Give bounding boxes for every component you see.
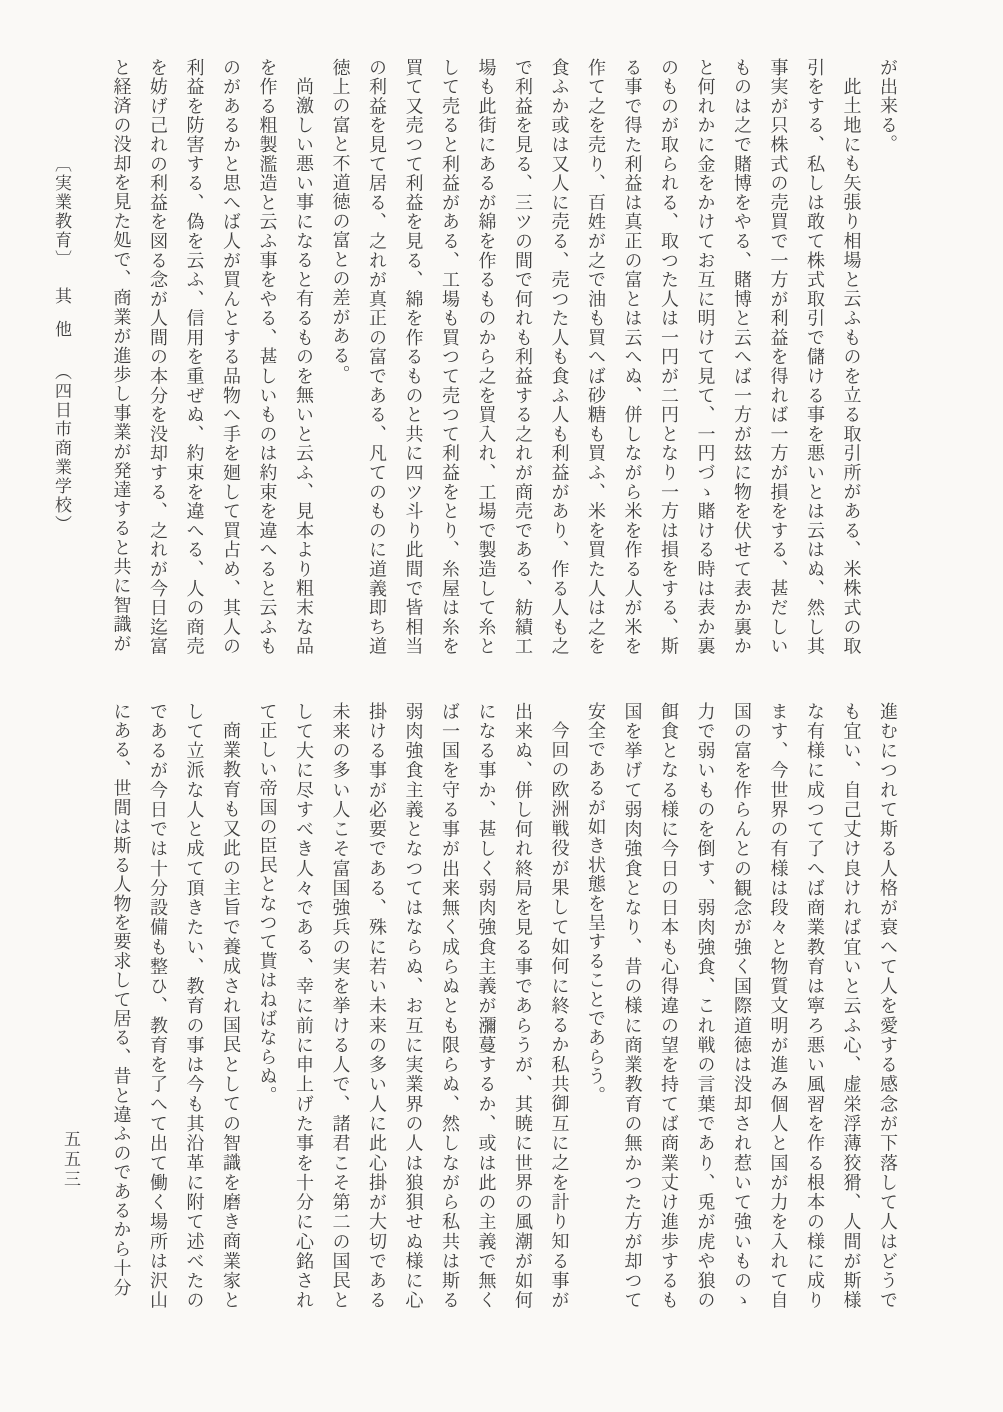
paragraph: 商業教育も又此の主旨で養成され国民としての智識を磨き商業家として立派な人と成て頂きたい、教育の事は今も其沿革に附て述べたのであるが今日では十分設備も整ひ、教育を了へて出て働く場所は沢山にある、世間は斯る人物を要求して居る、昔と違ふのであるから十分 (110, 702, 241, 1310)
top-text-block (102, 58, 905, 656)
paragraph: 此土地にも矢張り相場と云ふものを立る取引所がある、米株式の取引をする、私しは敢て株式取引で儲ける事を悪いとは云はぬ、然し其事実が只株式の売買で一方が利益を得れば一方が損をする、甚だしいものは之で賭博をやる、賭博と云へば一方が玆に物を伏せて表か裏かと何れかに金をかけてお互に明けて見て、一円づゝ賭ける時は表か裏のものが取られる、取つた人は一円が二円となり一方は損をする、斯る事で得た利益は真正の富とは云へぬ、併しながら米を作る人が米を作て之を売り、百姓が之で油も買へば砂糖も買ふ、米を買た人は之を食ふか或は又人に売る、売つた人も食ふ人も利益があり、作る人も之で利益を見る、三ツの間で何れも利益する之れが商売である、紡績工場も此街にあるが綿を作るものから之を買入れ、工場で製造して糸として売ると利益がある、工場も買つて売つて利益をとり、糸屋は糸を買て又売つて利益を見る、綿を作るものと共に四ツ斗り此間で皆相当の利益を見て居る、之れが真正の富である、凡てのものに道義即ち道徳上の富と不道徳の富との差がある。 (329, 58, 862, 656)
running-head-section: 〔実業教育〕 (51, 155, 71, 269)
paragraph: 今回の欧洲戦役が果して如何に終るか私共御互に之を計り知る事が出来ぬ、併し何れ終局を見る事であらうが、其暁に世界の風潮が如何になる事か、甚しく弱肉強食主義が瀰蔓するか、或は此の主義で無くば一国を守る事が出来無く成らぬとも限らぬ、然しながら私共は斯る弱肉強食主義となつてはならぬ、お互に実業界の人は狼狽せぬ様に心掛ける事が必要である、殊に若い未来の多い人に此心掛が大切である未来の多い人こそ富国強兵の実を挙ける人で、諸君こそ第二の国民として大に尽すべき人々である、幸に前に申上げた事を十分に心銘されて正しい帝国の臣民となつて貰はねばならぬ。 (256, 702, 570, 1310)
paragraph: が出来る。 (877, 58, 898, 154)
bottom-text-block (102, 702, 905, 1310)
page-number: 五五三 (60, 1130, 80, 1190)
paragraph: 尚激しい悪い事になると有るものを無いと云ふ、見本より粗末な品を作る粗製濫造と云ふ事をやる、甚しいものは約束を違へると云ふものがあるかと思へば人が買んとする品物へ手を廻して買占め、其人の利益を防害する、偽を云ふ、信用を重ぜぬ、約束を違へる、人の商売を妨げ己れの利益を図る念が人間の本分を没却する、之れが今日迄富と経済の没却を見た処で、商業が進歩し事業が発達すると共に智識が (110, 58, 314, 656)
running-head-subsection: 其他 (51, 287, 71, 353)
paragraph: 進むにつれて斯る人格が衰へて人を愛する感念が下落して人はどうでも宜い、自己丈け良ければ宜いと云ふ心、虚栄浮薄狡猾、人間が斯様な有様に成つて了へば商業教育は寧ろ悪い風習を作る根本の様に成ります、今世界の有様は段々と物質文明が進み個人と国が力を入れて自国の富を作らんとの観念が強く国際道徳は没却され惹いて強いものゝ力で弱いものを倒す、弱肉強食、これ戦の言葉であり、兎が虎や狼の餌食となる様に今日の日本も心得違の望を持てば商業丈け進歩するも国を挙げて弱肉強食となり、昔の様に商業教育の無かつた方が却つて安全であるが如き状態を呈することであらう。 (585, 702, 898, 1310)
running-head (47, 155, 75, 534)
running-head-school: （四日市商業学校） (51, 363, 71, 534)
